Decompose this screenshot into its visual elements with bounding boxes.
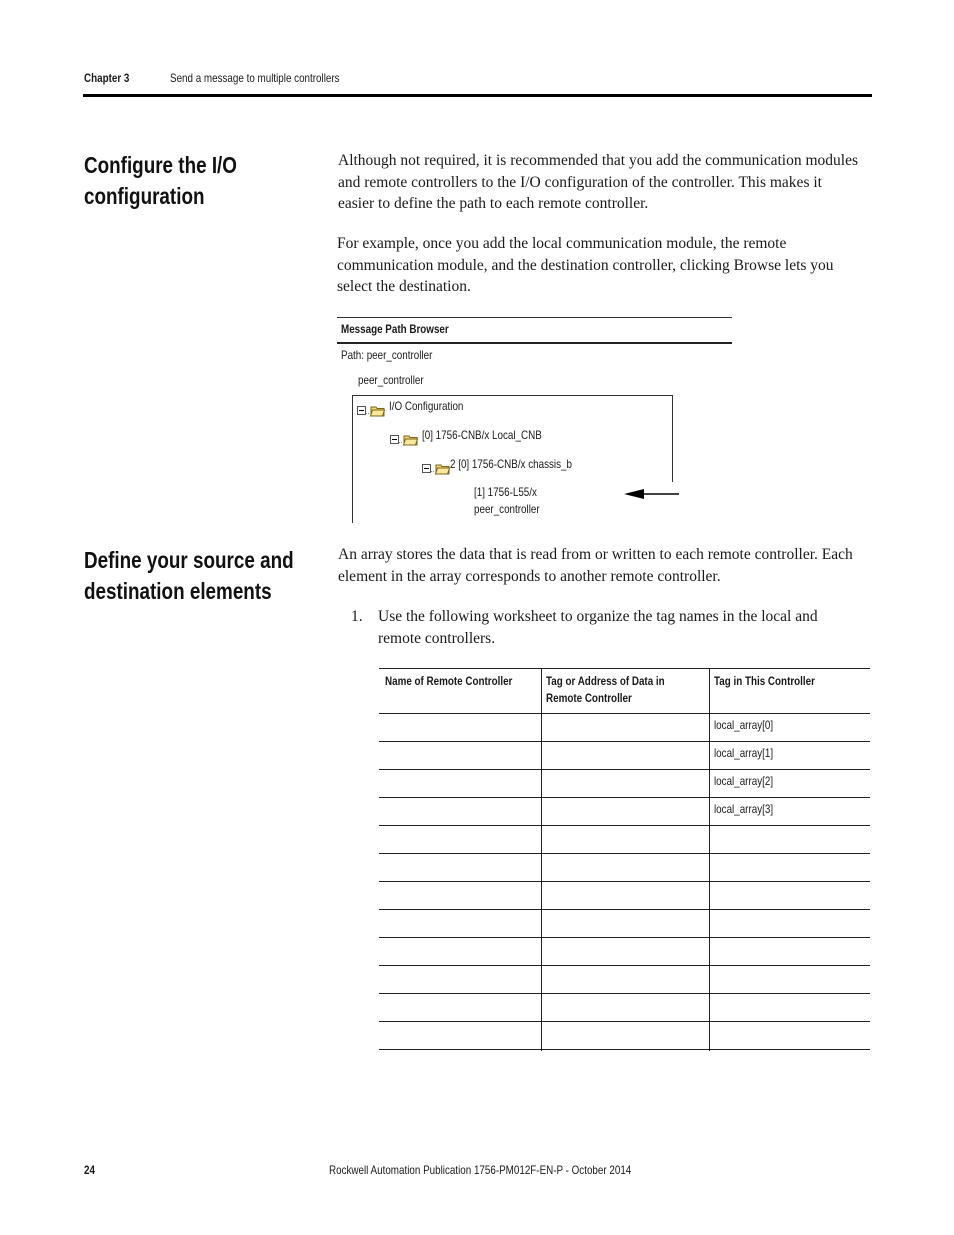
table-rule [379, 1049, 870, 1050]
tree-node-local-cnb[interactable]: [0] 1756-CNB/x Local_CNB [422, 428, 542, 442]
tree-node-controller-name[interactable]: peer_controller [474, 502, 540, 516]
table-row [379, 1021, 870, 1049]
section-heading-define-elements [84, 545, 294, 607]
figure-rule [337, 342, 732, 344]
heading-line: Configure the I/O [84, 152, 237, 178]
table-cell-local-tag: local_array[0] [714, 718, 774, 732]
table-rule [379, 668, 870, 669]
publication-info: Rockwell Automation Publication 1756-PM012F-EN-P - October 2014 [329, 1163, 632, 1177]
arrow-left-icon [622, 485, 682, 503]
heading-line: configuration [84, 183, 205, 209]
header-rule [83, 94, 872, 97]
tree-node-chassis-b[interactable]: 2 [0] 1756-CNB/x chassis_b [450, 457, 572, 471]
paragraph-example: For example, once you add the local communication module, the remote communication module, and the destination controller, clicking Browse lets you select the destination. [337, 235, 834, 295]
column-header-remote-tag [546, 673, 665, 707]
chapter-title: Send a message to multiple controllers [170, 71, 340, 85]
tree-node-io-configuration[interactable]: I/O Configuration [389, 399, 464, 413]
table-row [379, 797, 870, 825]
chapter-label: Chapter 3 [84, 71, 130, 85]
table-row [379, 881, 870, 909]
table-row [379, 965, 870, 993]
table-cell-local-tag: local_array[1] [714, 746, 774, 760]
paragraph-array: An array stores the data that is read from or written to each remote controller. Each element in the array corresponds to another remote controller. [338, 546, 853, 585]
table-row [379, 993, 870, 1021]
selected-path[interactable]: peer_controller [358, 373, 424, 387]
collapse-folder-icon[interactable] [390, 432, 420, 446]
table-row [379, 937, 870, 965]
figure-title: Message Path Browser [341, 322, 449, 336]
step-number: 1. [351, 608, 363, 625]
heading-line: Define your source and [84, 547, 294, 573]
tree-box-border [352, 395, 353, 523]
table-cell-local-tag: local_array[2] [714, 774, 774, 788]
paragraph-intro: Although not required, it is recommended that you add the communication modules and remote controllers to the I/O configuration of the controller. This makes it easier to define the path to each remote controller. [338, 152, 858, 212]
table-row [379, 853, 870, 881]
tree-box-border [672, 395, 673, 482]
table-row [379, 909, 870, 937]
step-text: Use the following worksheet to organize the tag names in the local and remote controllers. [378, 608, 818, 647]
tree-box-border [352, 395, 673, 396]
table-row [379, 713, 870, 741]
path-label: Path: peer_controller [341, 348, 433, 362]
table-row [379, 741, 870, 769]
tree-node-controller[interactable]: [1] 1756-L55/x [474, 485, 537, 499]
collapse-folder-icon[interactable] [357, 403, 387, 417]
collapse-folder-icon[interactable] [422, 461, 452, 475]
page-number: 24 [84, 1163, 95, 1177]
table-row [379, 769, 870, 797]
table-cell-local-tag: local_array[3] [714, 802, 774, 816]
column-header-remote-name: Name of Remote Controller [385, 674, 513, 688]
header-line: Tag or Address of Data in [546, 674, 665, 688]
header-line: Remote Controller [546, 691, 632, 705]
section-heading-configure-io [84, 150, 237, 212]
heading-line: destination elements [84, 578, 272, 604]
figure-rule-top [337, 317, 732, 318]
column-header-local-tag: Tag in This Controller [714, 674, 815, 688]
table-row [379, 825, 870, 853]
